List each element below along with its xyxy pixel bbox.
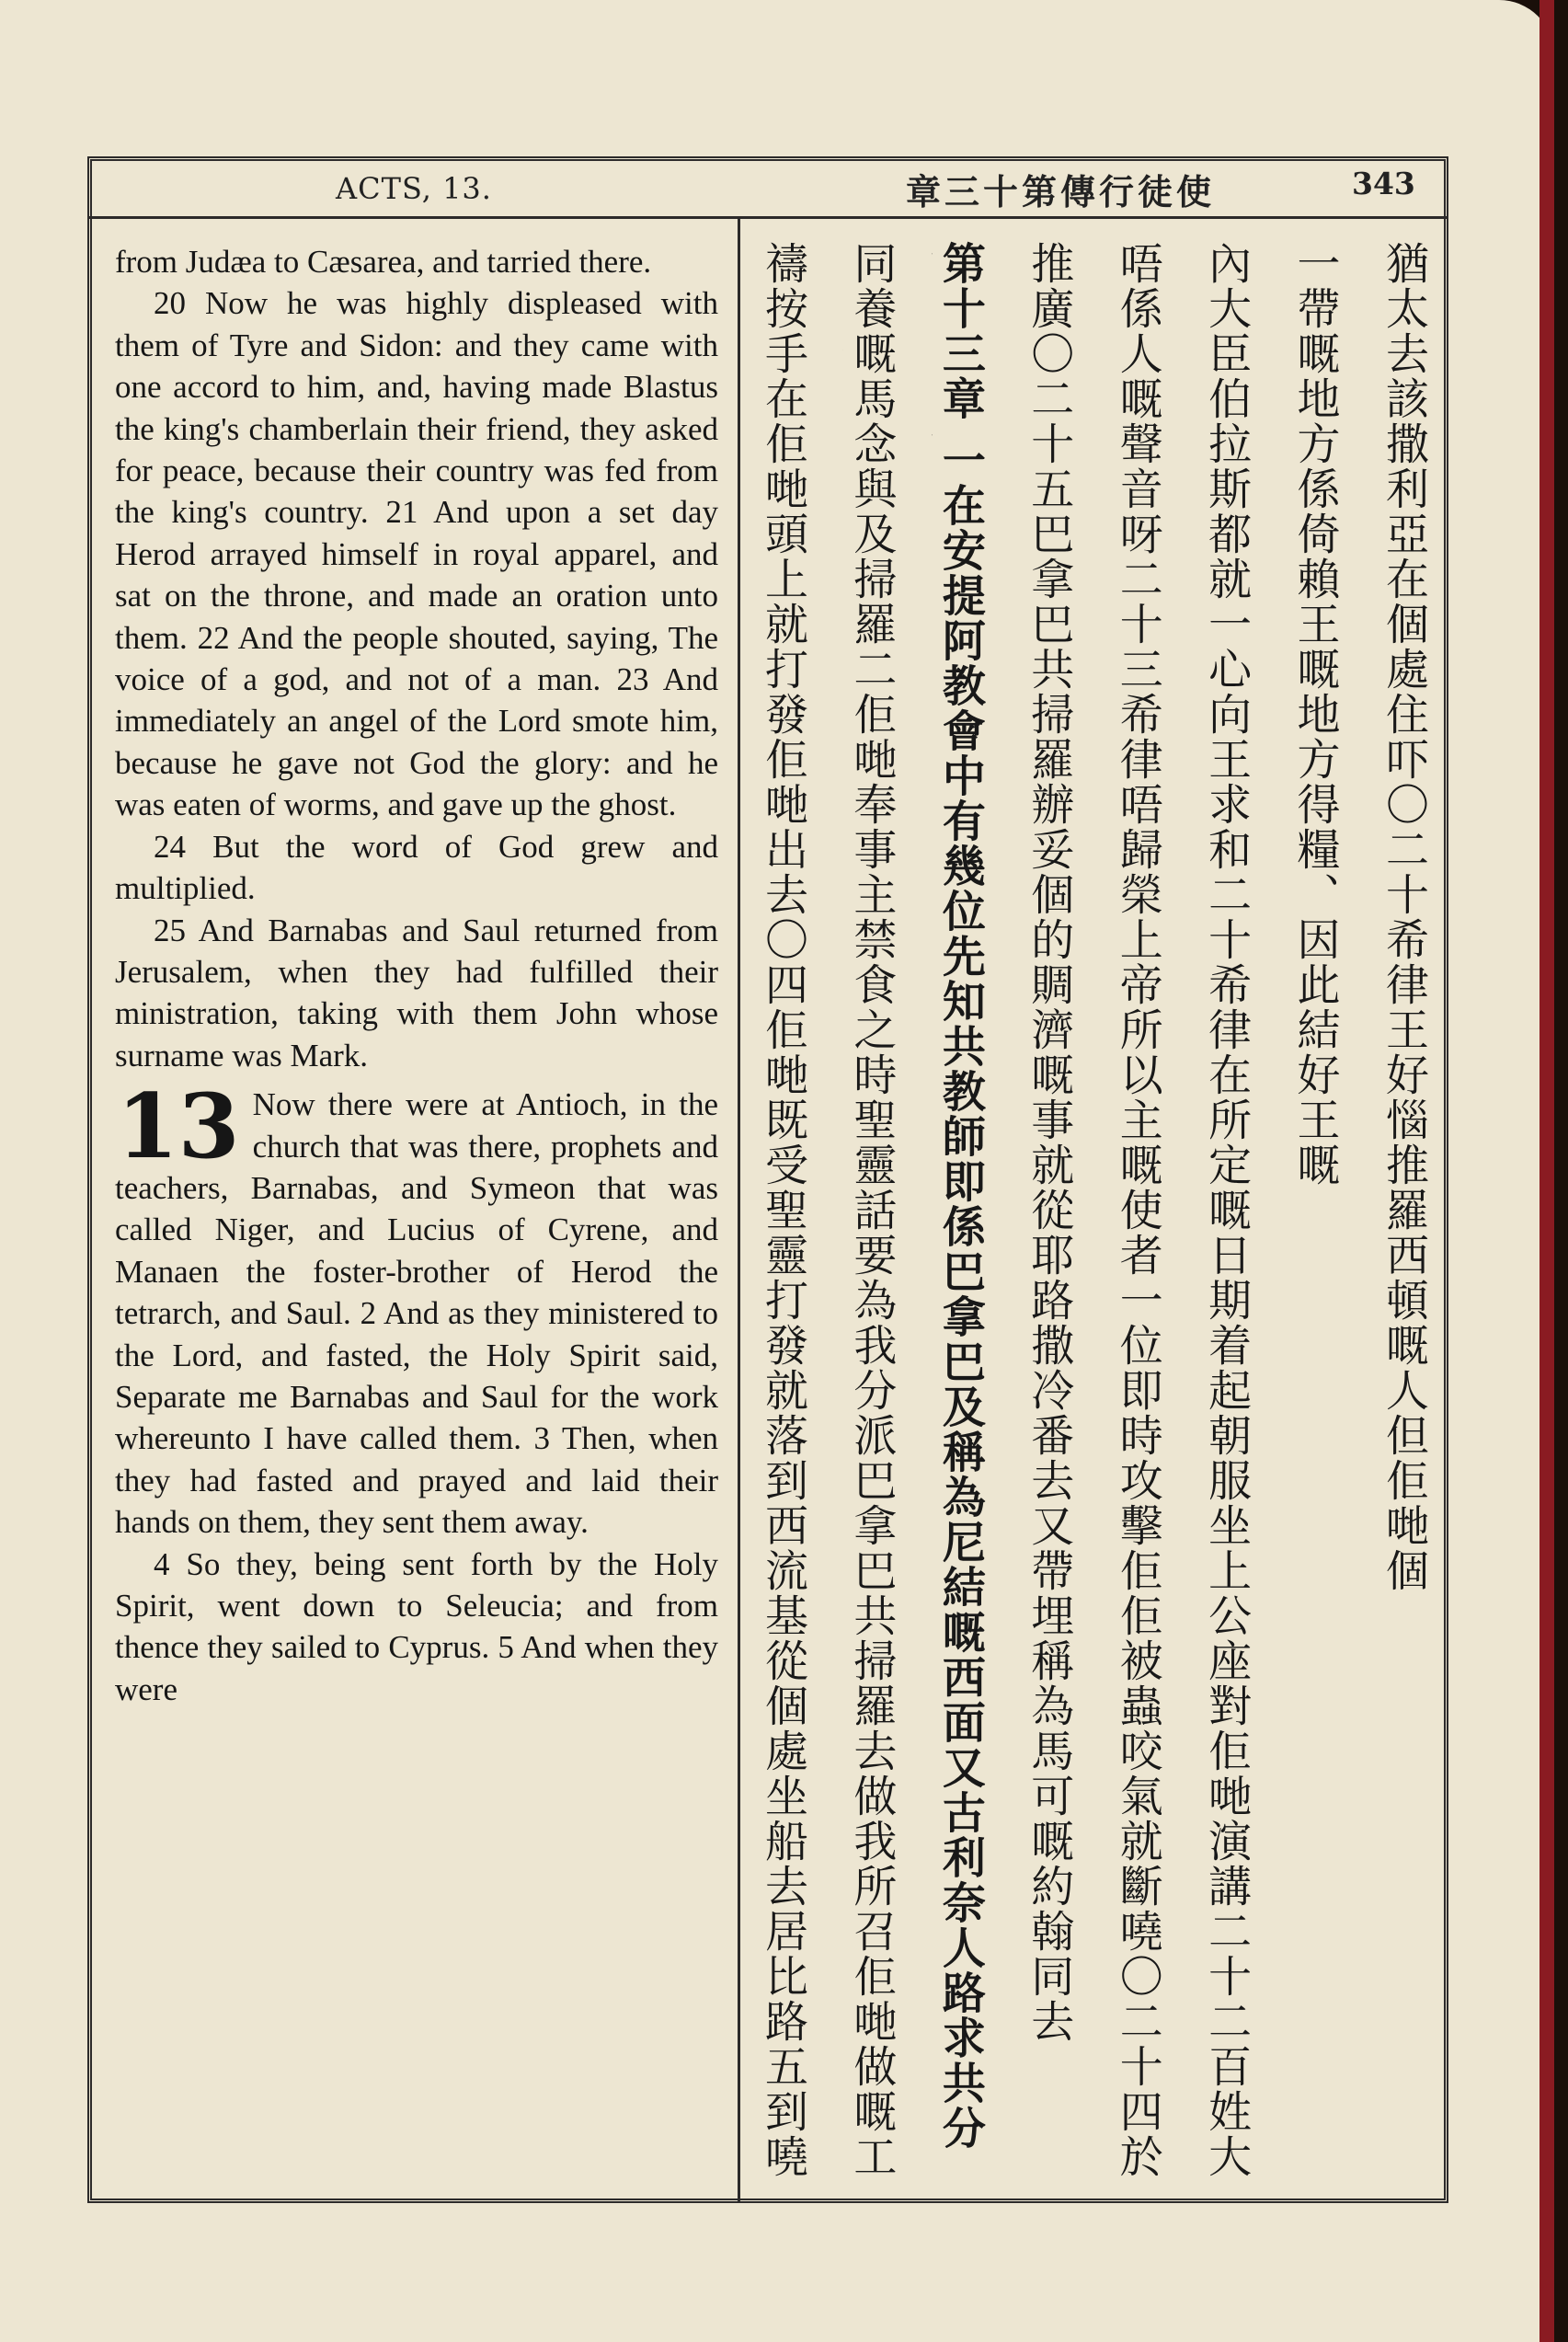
page-number: 343: [1352, 166, 1415, 201]
chinese-text-column: 唔係人嘅聲音呀二十三希律唔歸榮上帝所以主嘅使者一位即時攻擊佢佢被蟲咬氣就斷嘵〇二十四於: [1112, 241, 1163, 2179]
chinese-column: [754, 241, 1430, 2182]
page-edge: [1539, 0, 1554, 2342]
chinese-text-column: 同養嘅馬念與及掃羅二佢哋奉事主禁食之時聖靈話要為我分派巴拿巴共掃羅去做我所召佢哋做嘅工: [846, 241, 898, 2179]
english-paragraph: 25 And Barnabas and Saul returned from Jerusalem, when they had fulfilled their ministration, taking with them John whose surname was Mark.: [115, 912, 718, 1073]
running-head-chinese: 章三十第傳行徒使: [906, 171, 1216, 212]
english-paragraph: from Judæa to Cæsarea, and tarried there.: [115, 244, 652, 280]
chapter-paragraph: Now there were at Antioch, in the church that was there, prophets and teachers, Barnabas, and Symeon that was called Niger, and Lucius of Cyrene, and Manaen the foster-brother of Herod the tetrarch, and Saul. 2 And as they ministered to the Lord, and fasted, the Holy Spirit said, Separate me Barnabas and Saul for the work whereunto I have called them. 3 Then, when they had fasted and prayed and laid their hands on them, they sent them away.: [115, 1086, 718, 1541]
chapter-start: [115, 1074, 718, 1543]
column-divider: [738, 219, 740, 2201]
chinese-text-column: 禱按手在佢哋頭上就打發佢哋出去〇四佢哋既受聖靈打發就落到西流基從個處坐船去居比路五到嘵: [758, 241, 808, 2179]
chinese-text-column: 推廣〇二十五巴拿巴共掃羅辦妥個的賙濟嘅事就從耶路撒冷番去又帶埋稱為馬可嘅約翰同去: [1024, 241, 1075, 2044]
header-rule: [87, 216, 1448, 219]
chinese-text-column: 內大臣伯拉斯都就一心向王求和二十希律在所定嘅日期着起朝服坐上公座對佢哋演講二十二百姓大: [1201, 241, 1253, 2179]
english-paragraph: 24 But the word of God grew and multiplied.: [115, 828, 718, 907]
chinese-text-column: 一帶嘅地方係倚賴王嘅地方得糧、因此結好王嘅: [1289, 241, 1341, 1188]
chinese-text-column: 猶太去該撒利亞在個處住吓〇二十希律王好惱推羅西頓嘅人但佢哋個: [1378, 241, 1429, 1593]
chapter-number: 13: [117, 1074, 240, 1179]
chinese-chapter-column: 第十三章 一在安提阿教會中有幾位先知共教師即係巴拿巴及稱為尼結嘅西面又古利奈人路求共分: [934, 241, 986, 2152]
english-paragraph: 20 Now he was highly displeased with them of Tyre and Sidon: and they came with one accord to him, and, having made Blastus the king's chamberlain their friend, they asked for peace, because their country was fed from the king's country. 21 And upon a set day Herod arrayed himself in royal apparel, and sat on the throne, and made an oration unto them. 22 And the people shouted, saying, The voice of a god, and not of a man. 23 And immediately an angel of the Lord smote him, because he gave not God the glory: and he was eaten of worms, and gave up the ghost.: [115, 285, 718, 823]
english-paragraph: 4 So they, being sent forth by the Holy Spirit, went down to Seleucia; and from thence they sailed to Cyprus. 5 And when they were: [115, 1545, 718, 1707]
english-column: [115, 241, 718, 1710]
running-head-english: ACTS, 13.: [336, 171, 492, 206]
